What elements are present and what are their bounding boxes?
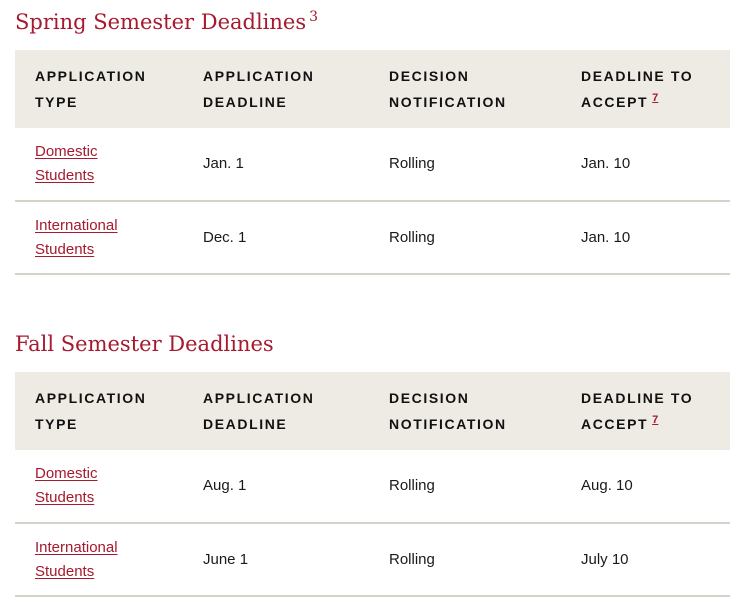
- table-row: [15, 523, 730, 596]
- deadline-to-accept-cell: Jan. 10: [581, 155, 631, 172]
- application-deadline-cell: June 1: [203, 550, 249, 568]
- header-decision-notification: DECISION NOTIFICATION: [389, 68, 507, 110]
- header-application-deadline: APPLICATION DEADLINE: [203, 68, 315, 110]
- fall-table-header: [15, 372, 730, 450]
- header-application-deadline: APPLICATION DEADLINE: [203, 390, 315, 432]
- application-deadline-cell: Aug. 1: [203, 477, 247, 494]
- domestic-students-link[interactable]: Domestic Students: [35, 465, 98, 506]
- spring-section-title: Spring Semester Deadlines $^3$: [15, 9, 319, 34]
- fall-section: [15, 330, 730, 597]
- decision-notification-cell: Rolling: [389, 155, 435, 172]
- header-application-type: APPLICATION TYPE: [35, 68, 147, 110]
- spring-deadlines-table: [15, 50, 730, 275]
- table-row: [15, 201, 730, 274]
- header-deadline-to-accept: DEADLINE TO ACCEPT $^7$: [581, 68, 694, 110]
- spring-table-header: [15, 50, 730, 128]
- domestic-students-link[interactable]: Domestic Students: [35, 143, 98, 184]
- table-row: [15, 128, 730, 201]
- header-deadline-to-accept: DEADLINE TO ACCEPT $^7$: [581, 390, 694, 432]
- decision-notification-cell: Rolling: [389, 550, 435, 568]
- spring-title-footnote: 3: [309, 9, 319, 25]
- decision-notification-cell: Rolling: [389, 477, 435, 494]
- table-row: [15, 450, 730, 523]
- header-decision-notification: DECISION NOTIFICATION: [389, 390, 507, 432]
- fall-deadlines-table: [15, 372, 730, 597]
- fall-section-title: Fall Semester Deadlines: [15, 332, 274, 356]
- international-students-link[interactable]: International Students: [35, 538, 118, 580]
- application-deadline-cell: Jan. 1: [203, 155, 244, 172]
- decision-notification-cell: Rolling: [389, 228, 435, 246]
- application-deadline-cell: Dec. 1: [203, 228, 247, 246]
- accept-footnote-link[interactable]: 7: [652, 92, 659, 105]
- international-students-link[interactable]: International Students: [35, 216, 118, 258]
- spring-section: [15, 8, 730, 275]
- accept-footnote-link[interactable]: 7: [652, 414, 659, 427]
- deadline-to-accept-cell: Jan. 10: [581, 228, 631, 246]
- deadline-to-accept-cell: Aug. 10: [581, 477, 633, 494]
- header-application-type: APPLICATION TYPE: [35, 390, 147, 432]
- deadline-to-accept-cell: July 10: [581, 550, 629, 568]
